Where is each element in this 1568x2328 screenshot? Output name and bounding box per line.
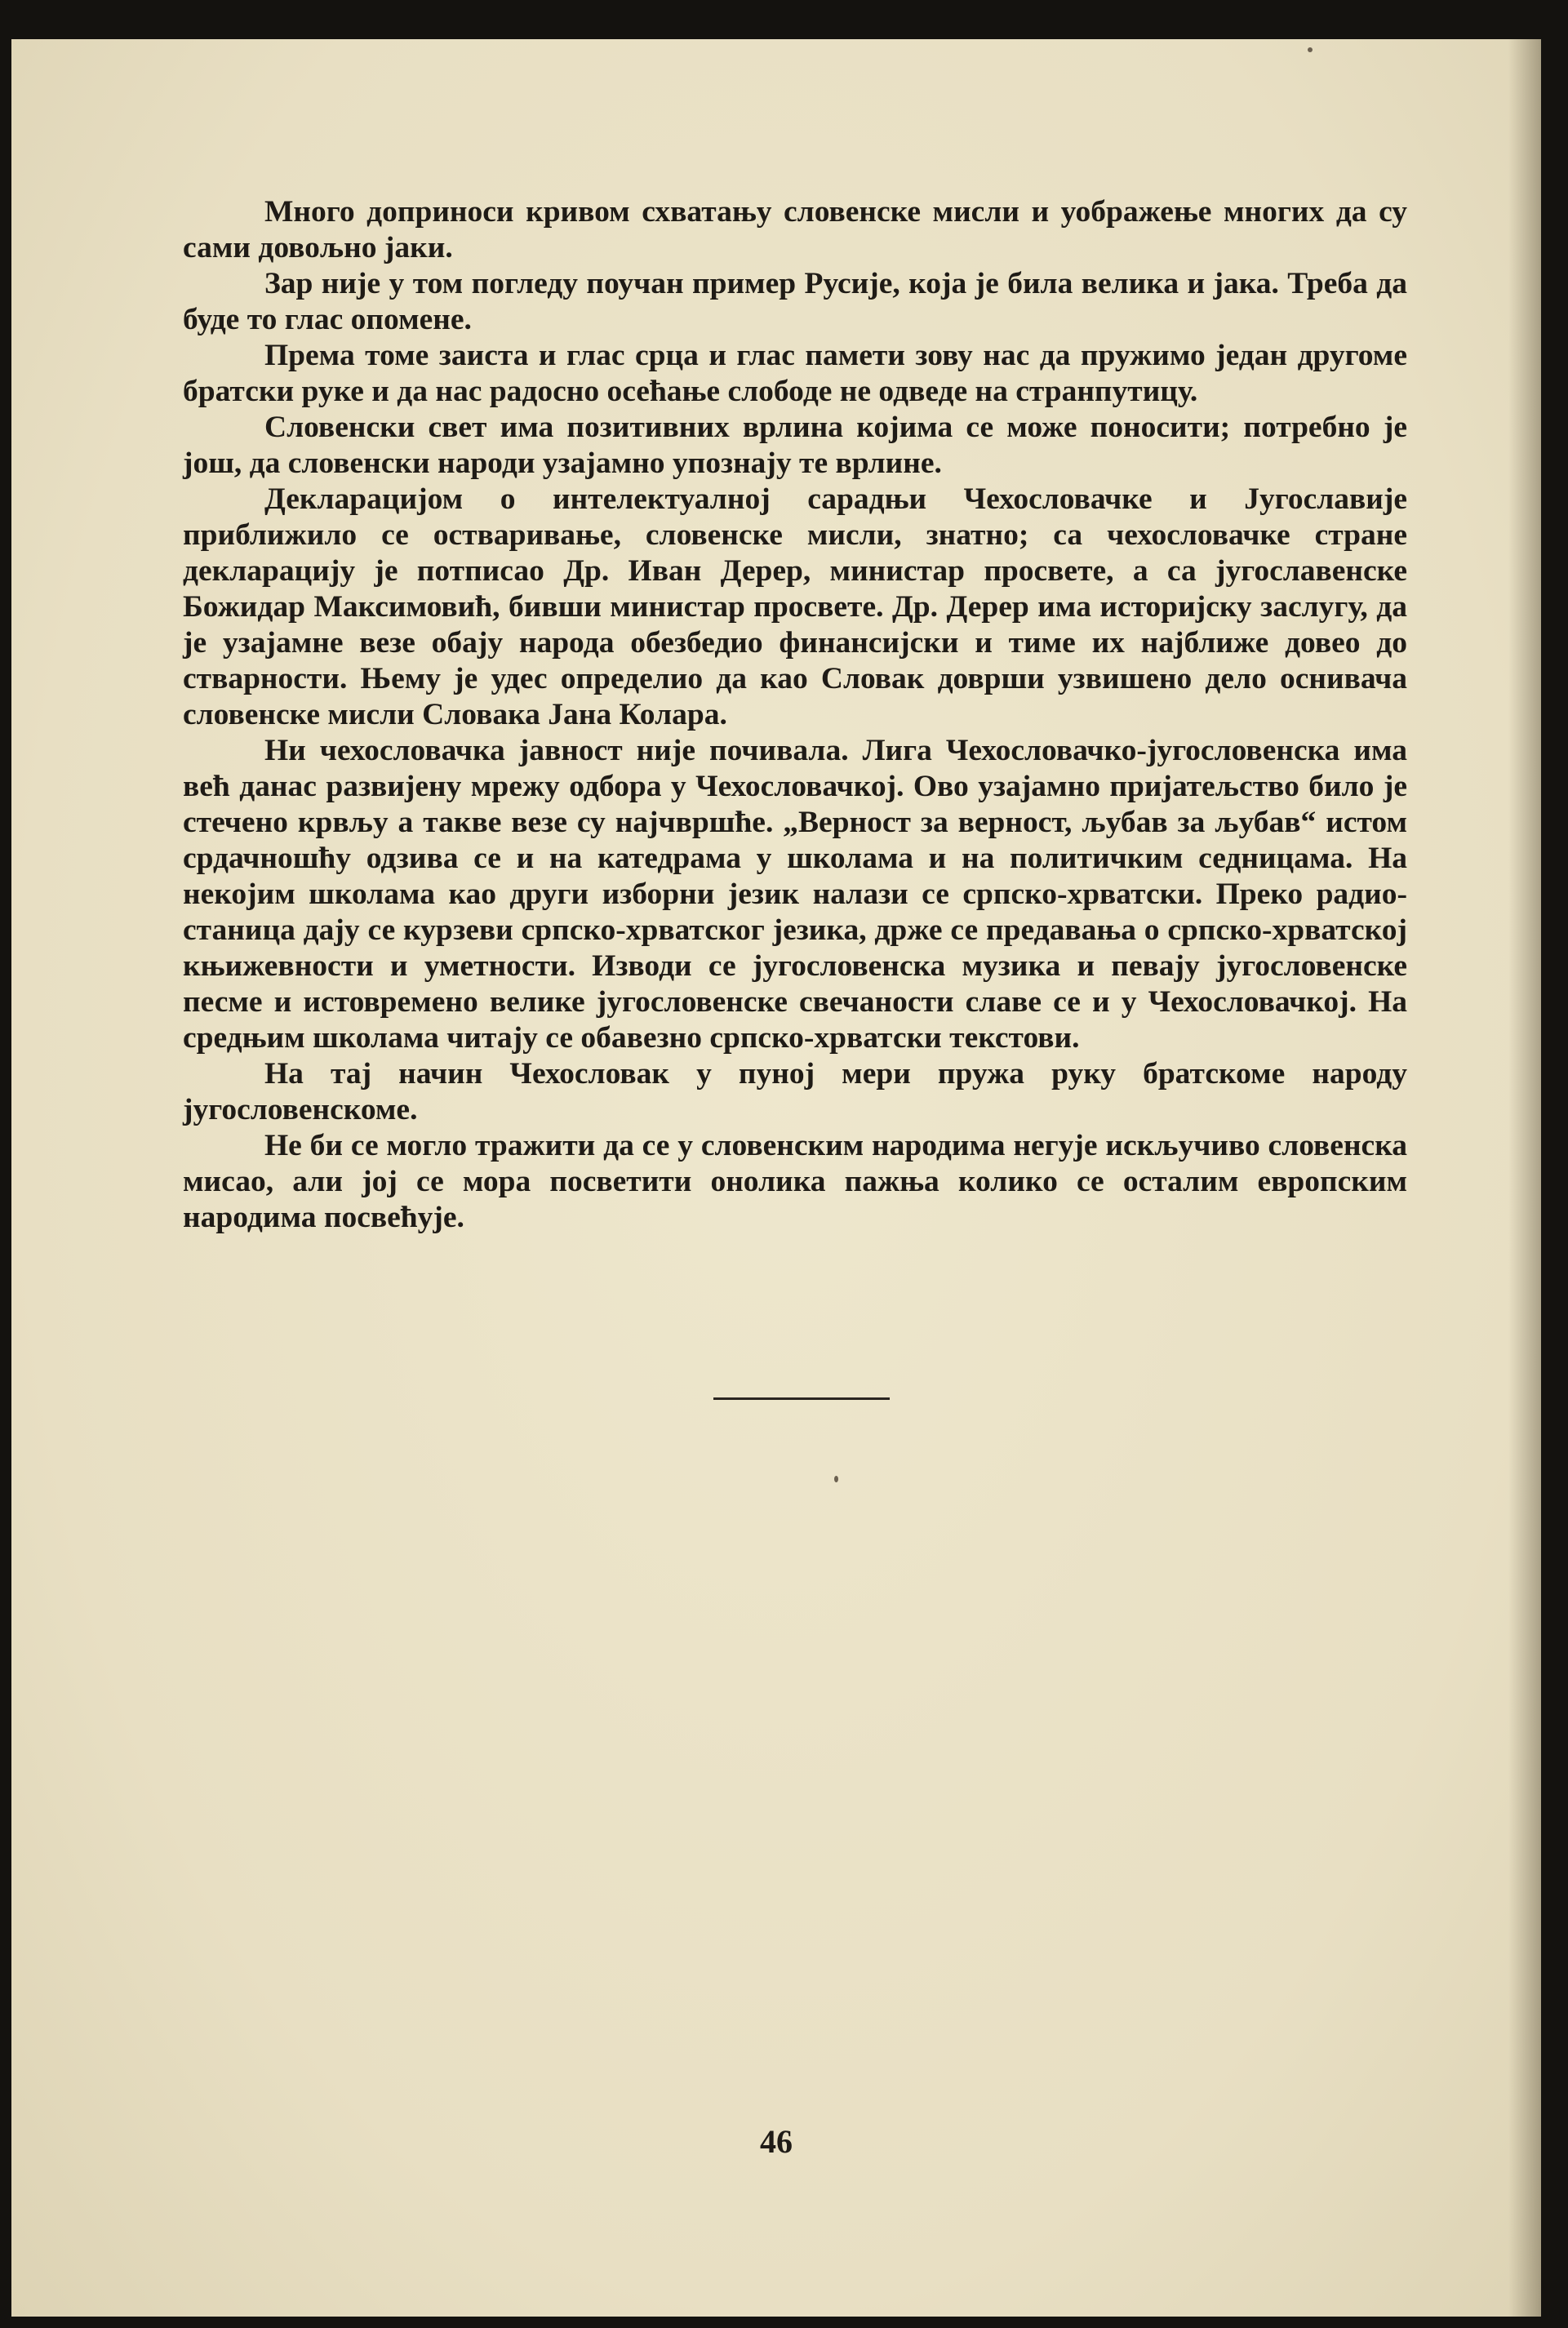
print-speck [834, 1476, 838, 1482]
body-text [183, 194, 1407, 1236]
page-gutter-shadow [1508, 39, 1541, 2317]
page-number: 46 [760, 2123, 793, 2160]
print-speck [1308, 47, 1313, 52]
paragraph-7: На тај начин Чехословак у пуној мери пружа руку братскоме народу југословенскоме. [183, 1057, 1407, 1126]
paragraph-1: Много доприноси кривом схватању словенске мисли и уображење многих да су сами довољно јаки. [183, 195, 1407, 264]
paragraph-3: Према томе заиста и глас срца и глас памети зову нас да пружимо један другоме братски руке и да нас радосно осећање слободе не одведе на странпутицу. [183, 339, 1407, 408]
paragraph-8: Не би се могло тражити да се у словенским народима негује искључиво словенска мисао, али јој се мора посветити онолика пажња колико се осталим европским народима посвећује. [183, 1129, 1407, 1234]
paragraph-6: Ни чехословачка јавност није почивала. Лига Чехословачко-југословенска има већ данас развијену мрежу одбора у Чехословачкој. Ово узајамно пријатељство било је стечено крвљу а такве везе су најчвршће. „Верност за верност, љубав за љубав“ истом срдачношћу одзива се и на катедрама у школама и на политичким седницама. На некојим школама као други изборни језик налази се српско-хрватски. Преко радио-станица дају се курзеви српско-хрватског језика, држе се предавања о српско-хрватској књижевности и уметности. Изводи се југословенска музика и певају југословенске песме и истовремено велике југословенске свечаности славе се и у Чехословачкој. На средњим школама читају се обавезно српско-хрватски текстови. [183, 734, 1407, 1055]
paragraph-4: Словенски свет има позитивних врлина којима се може поносити; потребно је још, да словенски народи узајамно упознају те врлине. [183, 411, 1407, 480]
book-page [11, 39, 1541, 2317]
paragraph-2: Зар није у том погледу поучан пример Русије, која је била велика и јака. Треба да буде то глас опомене. [183, 267, 1407, 336]
paragraph-5: Декларацијом о интелектуалној сарадњи Чехословачке и Југославије приближило се остваривање, словенске мисли, знатно; са чехословачке стране декларацију је потписао Др. Иван Дерер, министар просвете, а са југославенске Божидар Максимовић, бивши министар просвете. Др. Дерер има историјску заслугу, да је узајамне везе обају народа обезбедио финансијски и тиме их најближе довео до стварности. Њему је удес определио да као Словак доврши узвишено дело оснивача словенске мисли Словака Јана Колара. [183, 482, 1407, 731]
section-end-rule [713, 1397, 890, 1400]
